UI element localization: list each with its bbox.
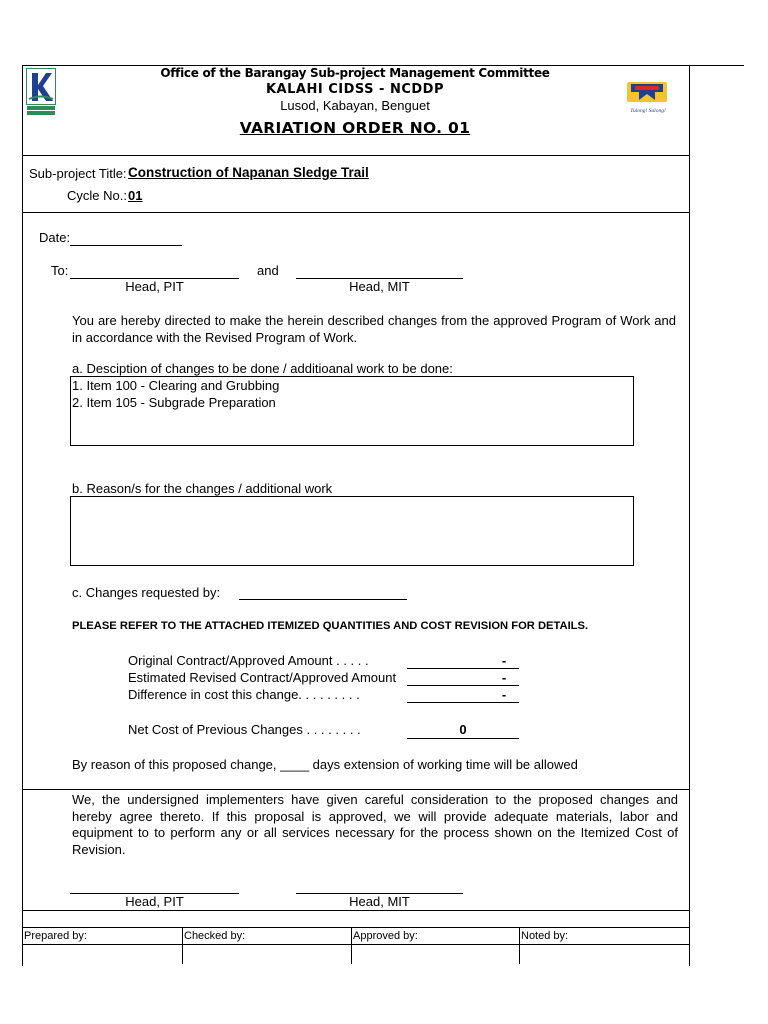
and-label: and — [257, 263, 279, 278]
directive-text: You are hereby directed to make the herein described changes from the approved Program of Work and in accordance with the Revised Program of Work. — [72, 313, 676, 345]
checked-by-label: Checked by: — [184, 930, 246, 942]
amount-value: - — [501, 653, 507, 668]
section-b-box[interactable] — [70, 496, 634, 566]
net-cost-line — [407, 738, 519, 739]
office-heading: Office of the Barangay Sub-project Management Committee — [160, 66, 550, 80]
program-heading: KALAHI CIDSS - NCDDP — [265, 82, 444, 97]
agreement-head-pit: Head, PIT — [125, 894, 184, 909]
to-label: To: — [51, 263, 69, 278]
amount-line — [407, 685, 519, 686]
signatory-col-divider-1 — [182, 927, 183, 964]
amount-line — [407, 702, 519, 703]
amount-label: Difference in cost this change. . . . . . . . . — [128, 687, 360, 702]
amount-value: - — [501, 670, 507, 685]
signature-divider-1 — [22, 910, 689, 911]
agreement-text: We, the undersigned implementers have given careful consideration to the proposed changes and hereby agree thereto. If this proposal is approved, we will provide adequate materials, labor and equipment to to perform any or all services necessary for the process shown on the Itemized Cost of Revision. — [72, 792, 678, 857]
amount-label: Estimated Revised Contract/Approved Amount — [128, 670, 397, 685]
refer-note: PLEASE REFER TO THE ATTACHED ITEMIZED QUANTITIES AND COST REVISION FOR DETAILS. — [72, 620, 589, 632]
header-divider — [22, 155, 689, 156]
net-cost-value: 0 — [459, 722, 467, 737]
agreement-head-mit: Head, MIT — [349, 894, 410, 909]
net-cost-label: Net Cost of Previous Changes . . . . . . . . — [128, 722, 361, 737]
subproject-value: Construction of Napanan Sledge Trail — [128, 165, 369, 180]
amount-value: - — [501, 687, 507, 702]
section-b-label: b. Reason/s for the changes / additional work — [72, 481, 333, 496]
cycle-value: 01 — [128, 188, 143, 203]
to-head-mit: Head, MIT — [349, 279, 410, 294]
signatory-col-divider-3 — [519, 927, 520, 964]
date-label: Date: — [39, 230, 71, 245]
amount-line — [407, 668, 519, 669]
section-c-label: c. Changes requested by: — [72, 585, 221, 600]
amount-label: Original Contract/Approved Amount . . . . . — [128, 653, 369, 668]
section-a-item: 2. Item 105 - Subgrade Preparation — [72, 395, 276, 410]
signature-divider-3 — [22, 944, 689, 945]
subproject-label: Sub-project Title: — [29, 166, 127, 181]
extension-text: By reason of this proposed change, ____ days extension of working time will be allowed — [72, 757, 578, 772]
signatory-col-divider-2 — [351, 927, 352, 964]
agreement-divider — [22, 789, 689, 790]
cycle-label: Cycle No.: — [67, 188, 127, 203]
prepared-by-label: Prepared by: — [24, 930, 87, 942]
signature-divider-2 — [22, 927, 689, 928]
section-a-item: 1. Item 100 - Clearing and Grubbing — [72, 378, 280, 393]
location-heading: Lusod, Kabayan, Benguet — [280, 98, 430, 113]
section-a-box[interactable] — [70, 376, 634, 446]
approved-by-label: Approved by: — [353, 930, 418, 942]
date-line[interactable] — [70, 245, 182, 246]
project-divider — [22, 212, 689, 213]
noted-by-label: Noted by: — [521, 930, 569, 942]
to-head-pit: Head, PIT — [125, 279, 184, 294]
svg-text:Tulong! Sulong!: Tulong! Sulong! — [630, 108, 666, 114]
requested-by-line[interactable] — [239, 599, 407, 600]
section-a-label: a. Desciption of changes to be done / additioanal work to be done: — [72, 361, 453, 376]
document-title: VARIATION ORDER NO. 01 — [239, 119, 471, 137]
